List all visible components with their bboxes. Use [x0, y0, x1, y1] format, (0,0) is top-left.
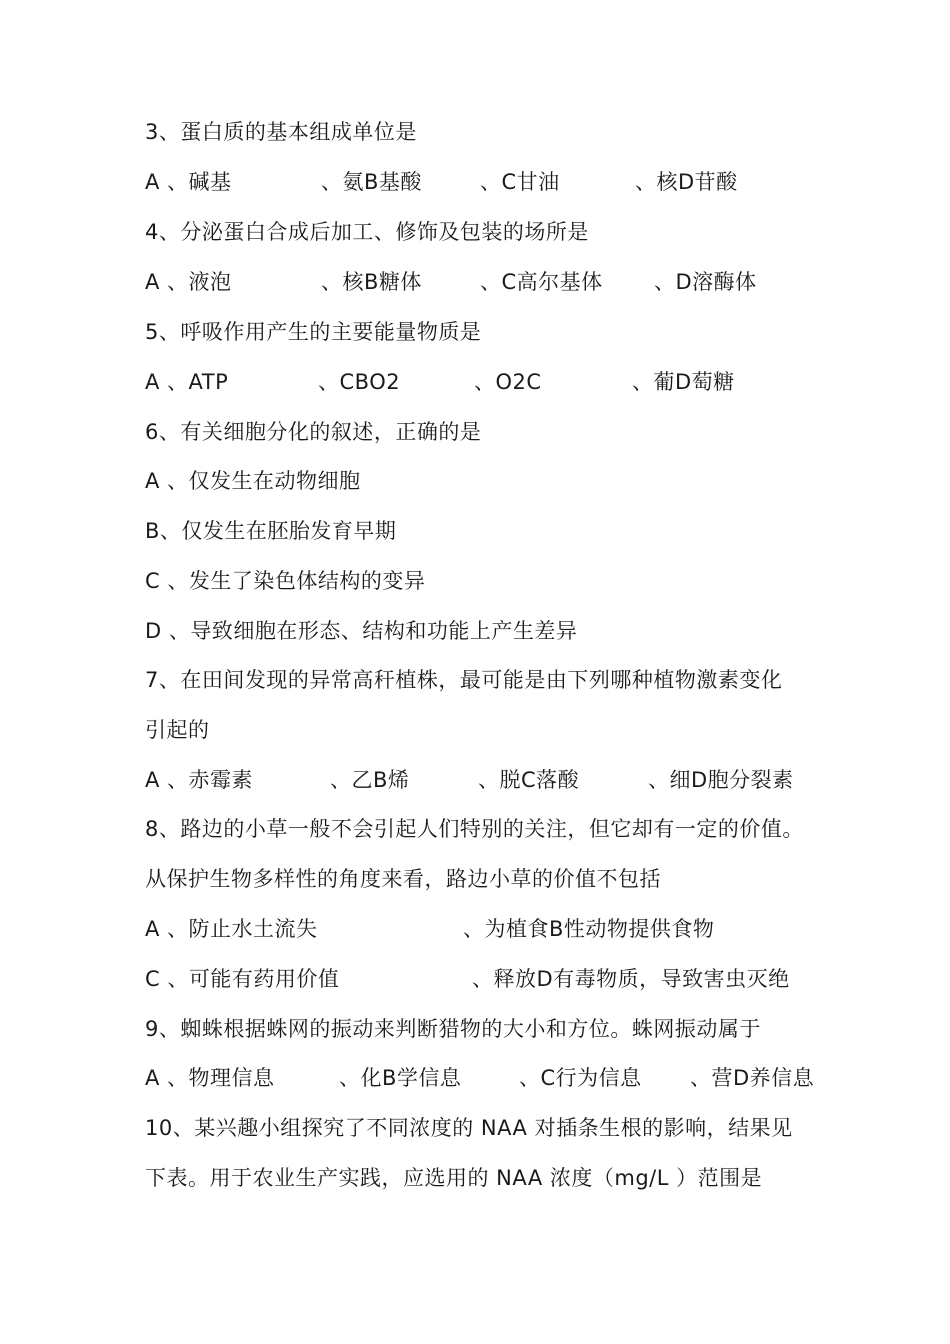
question-4-stem: 4、分泌蛋白合成后加工、修饰及包装的场所是 [145, 220, 589, 244]
question-6-option-c: C 、发生了染色体结构的变异 [145, 569, 426, 593]
question-10-stem-line-2: 下表。用于农业生产实践，应选用的 NAA 浓度（mg/L ）范围是 [145, 1166, 763, 1190]
question-7-stem-line-1: 7、在田间发现的异常高秆植株，最可能是由下列哪种植物激素变化 [145, 668, 783, 692]
option-c: 、C甘油 [480, 170, 560, 194]
option-d: 、葡D萄糖 [632, 370, 735, 394]
option-c: 、C高尔基体 [480, 270, 603, 294]
option-d: 、营D养信息 [690, 1066, 815, 1090]
question-10-stem-line-1: 10、某兴趣小组探究了不同浓度的 NAA 对插条生根的影响，结果见 [145, 1116, 793, 1140]
question-7-stem-line-2: 引起的 [145, 718, 210, 742]
question-6-stem: 6、有关细胞分化的叙述，正确的是 [145, 420, 482, 444]
option-a: A 、碱基 [145, 170, 232, 194]
option-a: A 、赤霉素 [145, 768, 254, 792]
option-d: 、释放D有毒物质，导致害虫灭绝 [472, 967, 790, 991]
option-d: 、D溶酶体 [654, 270, 757, 294]
question-9-stem: 9、蜘蛛根据蛛网的振动来判断猎物的大小和方位。蛛网振动属于 [145, 1017, 761, 1041]
question-8-stem-line-1: 8、路边的小草一般不会引起人们特别的关注，但它却有一定的价值。 [145, 817, 804, 841]
option-d: 、核D苷酸 [635, 170, 738, 194]
option-b: 、化B学信息 [339, 1066, 462, 1090]
option-d: 、细D胞分裂素 [648, 768, 794, 792]
option-b: 、CBO2 [318, 370, 401, 394]
option-a: A 、液泡 [145, 270, 232, 294]
option-b: 、为植食B性动物提供食物 [463, 917, 715, 941]
question-6-option-a: A 、仅发生在动物细胞 [145, 469, 361, 493]
option-a: A 、ATP [145, 370, 229, 394]
question-8-stem-line-2: 从保护生物多样性的角度来看，路边小草的价值不包括 [145, 867, 661, 891]
option-c: C 、可能有药用价值 [145, 967, 340, 991]
option-a: A 、防止水土流失 [145, 917, 318, 941]
option-c: 、脱C落酸 [478, 768, 580, 792]
question-5-stem: 5、呼吸作用产生的主要能量物质是 [145, 320, 482, 344]
question-6-option-d: D 、导致细胞在形态、结构和功能上产生差异 [145, 619, 578, 643]
option-b: 、核B糖体 [321, 270, 422, 294]
option-b: 、氨B基酸 [321, 170, 422, 194]
option-c: 、C行为信息 [519, 1066, 642, 1090]
option-b: 、乙B烯 [330, 768, 410, 792]
option-c: 、O2C [474, 370, 542, 394]
question-3-stem: 3、蛋白质的基本组成单位是 [145, 120, 417, 144]
option-a: A 、物理信息 [145, 1066, 275, 1090]
question-6-option-b: B、仅发生在胚胎发育早期 [145, 519, 397, 543]
